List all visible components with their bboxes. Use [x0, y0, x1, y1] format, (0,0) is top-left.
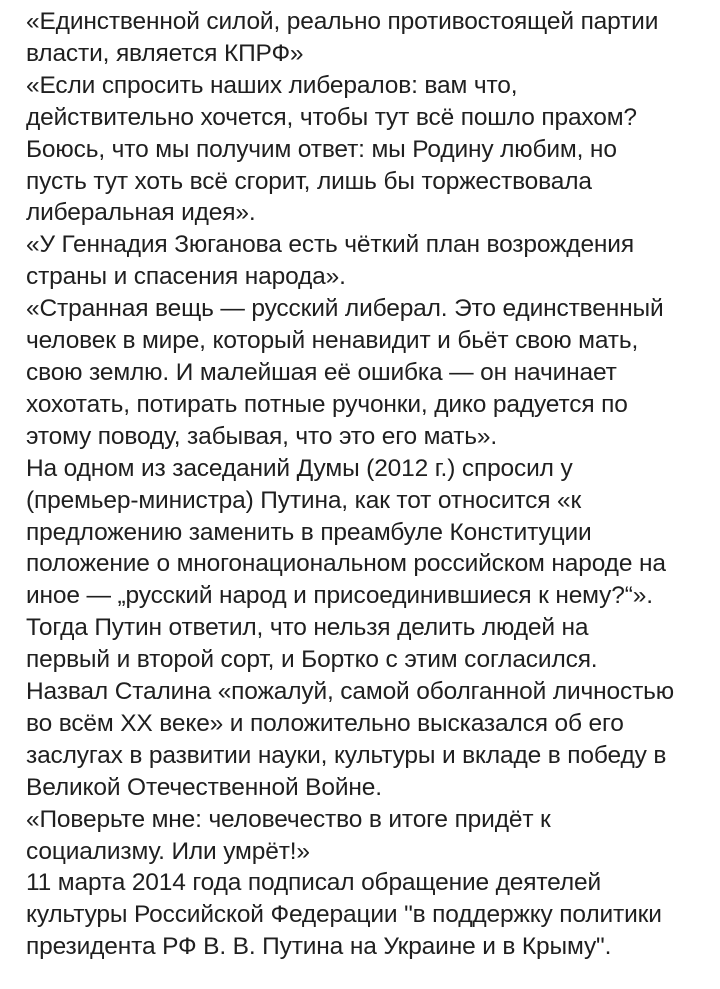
text-line: первый и второй сорт, и Бортко с этим согласился. [26, 646, 598, 674]
text-line: пусть тут хоть всё сгорит, лишь бы торжествовала [26, 167, 592, 195]
text-line: культуры Российской Федерации "в поддержку политики [26, 901, 662, 929]
text-line: свою землю. И малейшая её ошибка — он начинает [26, 358, 617, 386]
document-body [26, 6, 716, 963]
paragraph-2014-appeal [26, 867, 716, 963]
text-line: На одном из заседаний Думы (2012 г.) спросил у [26, 454, 573, 482]
text-line: во всём XX веке» и положительно высказался об его [26, 709, 624, 737]
text-line: предложению заменить в преамбуле Конституции [26, 518, 592, 546]
paragraph-kprf-quote [26, 6, 716, 70]
text-line: (премьер-министра) Путина, как тот относится «к [26, 486, 582, 514]
text-line: «Странная вещь — русский либерал. Это единственный [26, 295, 664, 323]
text-line: 11 марта 2014 года подписал обращение деятелей [26, 869, 601, 897]
text-line: иное — „русский народ и присоединившиеся к нему?“». [26, 582, 653, 610]
text-line: этому поводу, забывая, что это его мать». [26, 422, 498, 450]
paragraph-socialism-quote [26, 804, 716, 868]
paragraph-duma-question [26, 453, 716, 676]
text-line: «У Геннадия Зюганова есть чёткий план возрождения [26, 231, 634, 259]
text-line: Тогда Путин ответил, что нельзя делить людей на [26, 614, 589, 642]
text-line: заслугах в развитии науки, культуры и вкладе в победу в [26, 741, 667, 769]
text-line: страны и спасения народа». [26, 263, 346, 291]
paragraph-liberals-quote [26, 70, 716, 230]
text-line: либеральная идея». [26, 199, 256, 227]
text-line: Боюсь, что мы получим ответ: мы Родину любим, но [26, 135, 617, 163]
text-line: «Поверьте мне: человечество в итоге придёт к [26, 805, 551, 833]
paragraph-zyuganov-quote [26, 229, 716, 293]
text-line: власти, является КПРФ» [26, 39, 304, 67]
text-line: хохотать, потирать потные ручонки, дико радуется по [26, 390, 628, 418]
text-line: действительно хочется, чтобы тут всё пошло прахом? [26, 103, 637, 131]
text-line: человек в мире, который ненавидит и бьёт свою мать, [26, 327, 639, 355]
text-line: президента РФ В. В. Путина на Украине и в Крыму". [26, 933, 612, 961]
paragraph-russian-liberal-quote [26, 293, 716, 453]
text-line: Назвал Сталина «пожалуй, самой оболганной личностью [26, 678, 675, 706]
text-line: «Если спросить наших либералов: вам что, [26, 71, 518, 99]
text-line: социализму. Или умрёт!» [26, 837, 310, 865]
text-line: «Единственной силой, реально противостоящей партии [26, 8, 659, 35]
text-line: Великой Отечественной Войне. [26, 773, 382, 801]
paragraph-stalin [26, 676, 716, 804]
text-line: положение о многонациональном российском народе на [26, 550, 666, 578]
